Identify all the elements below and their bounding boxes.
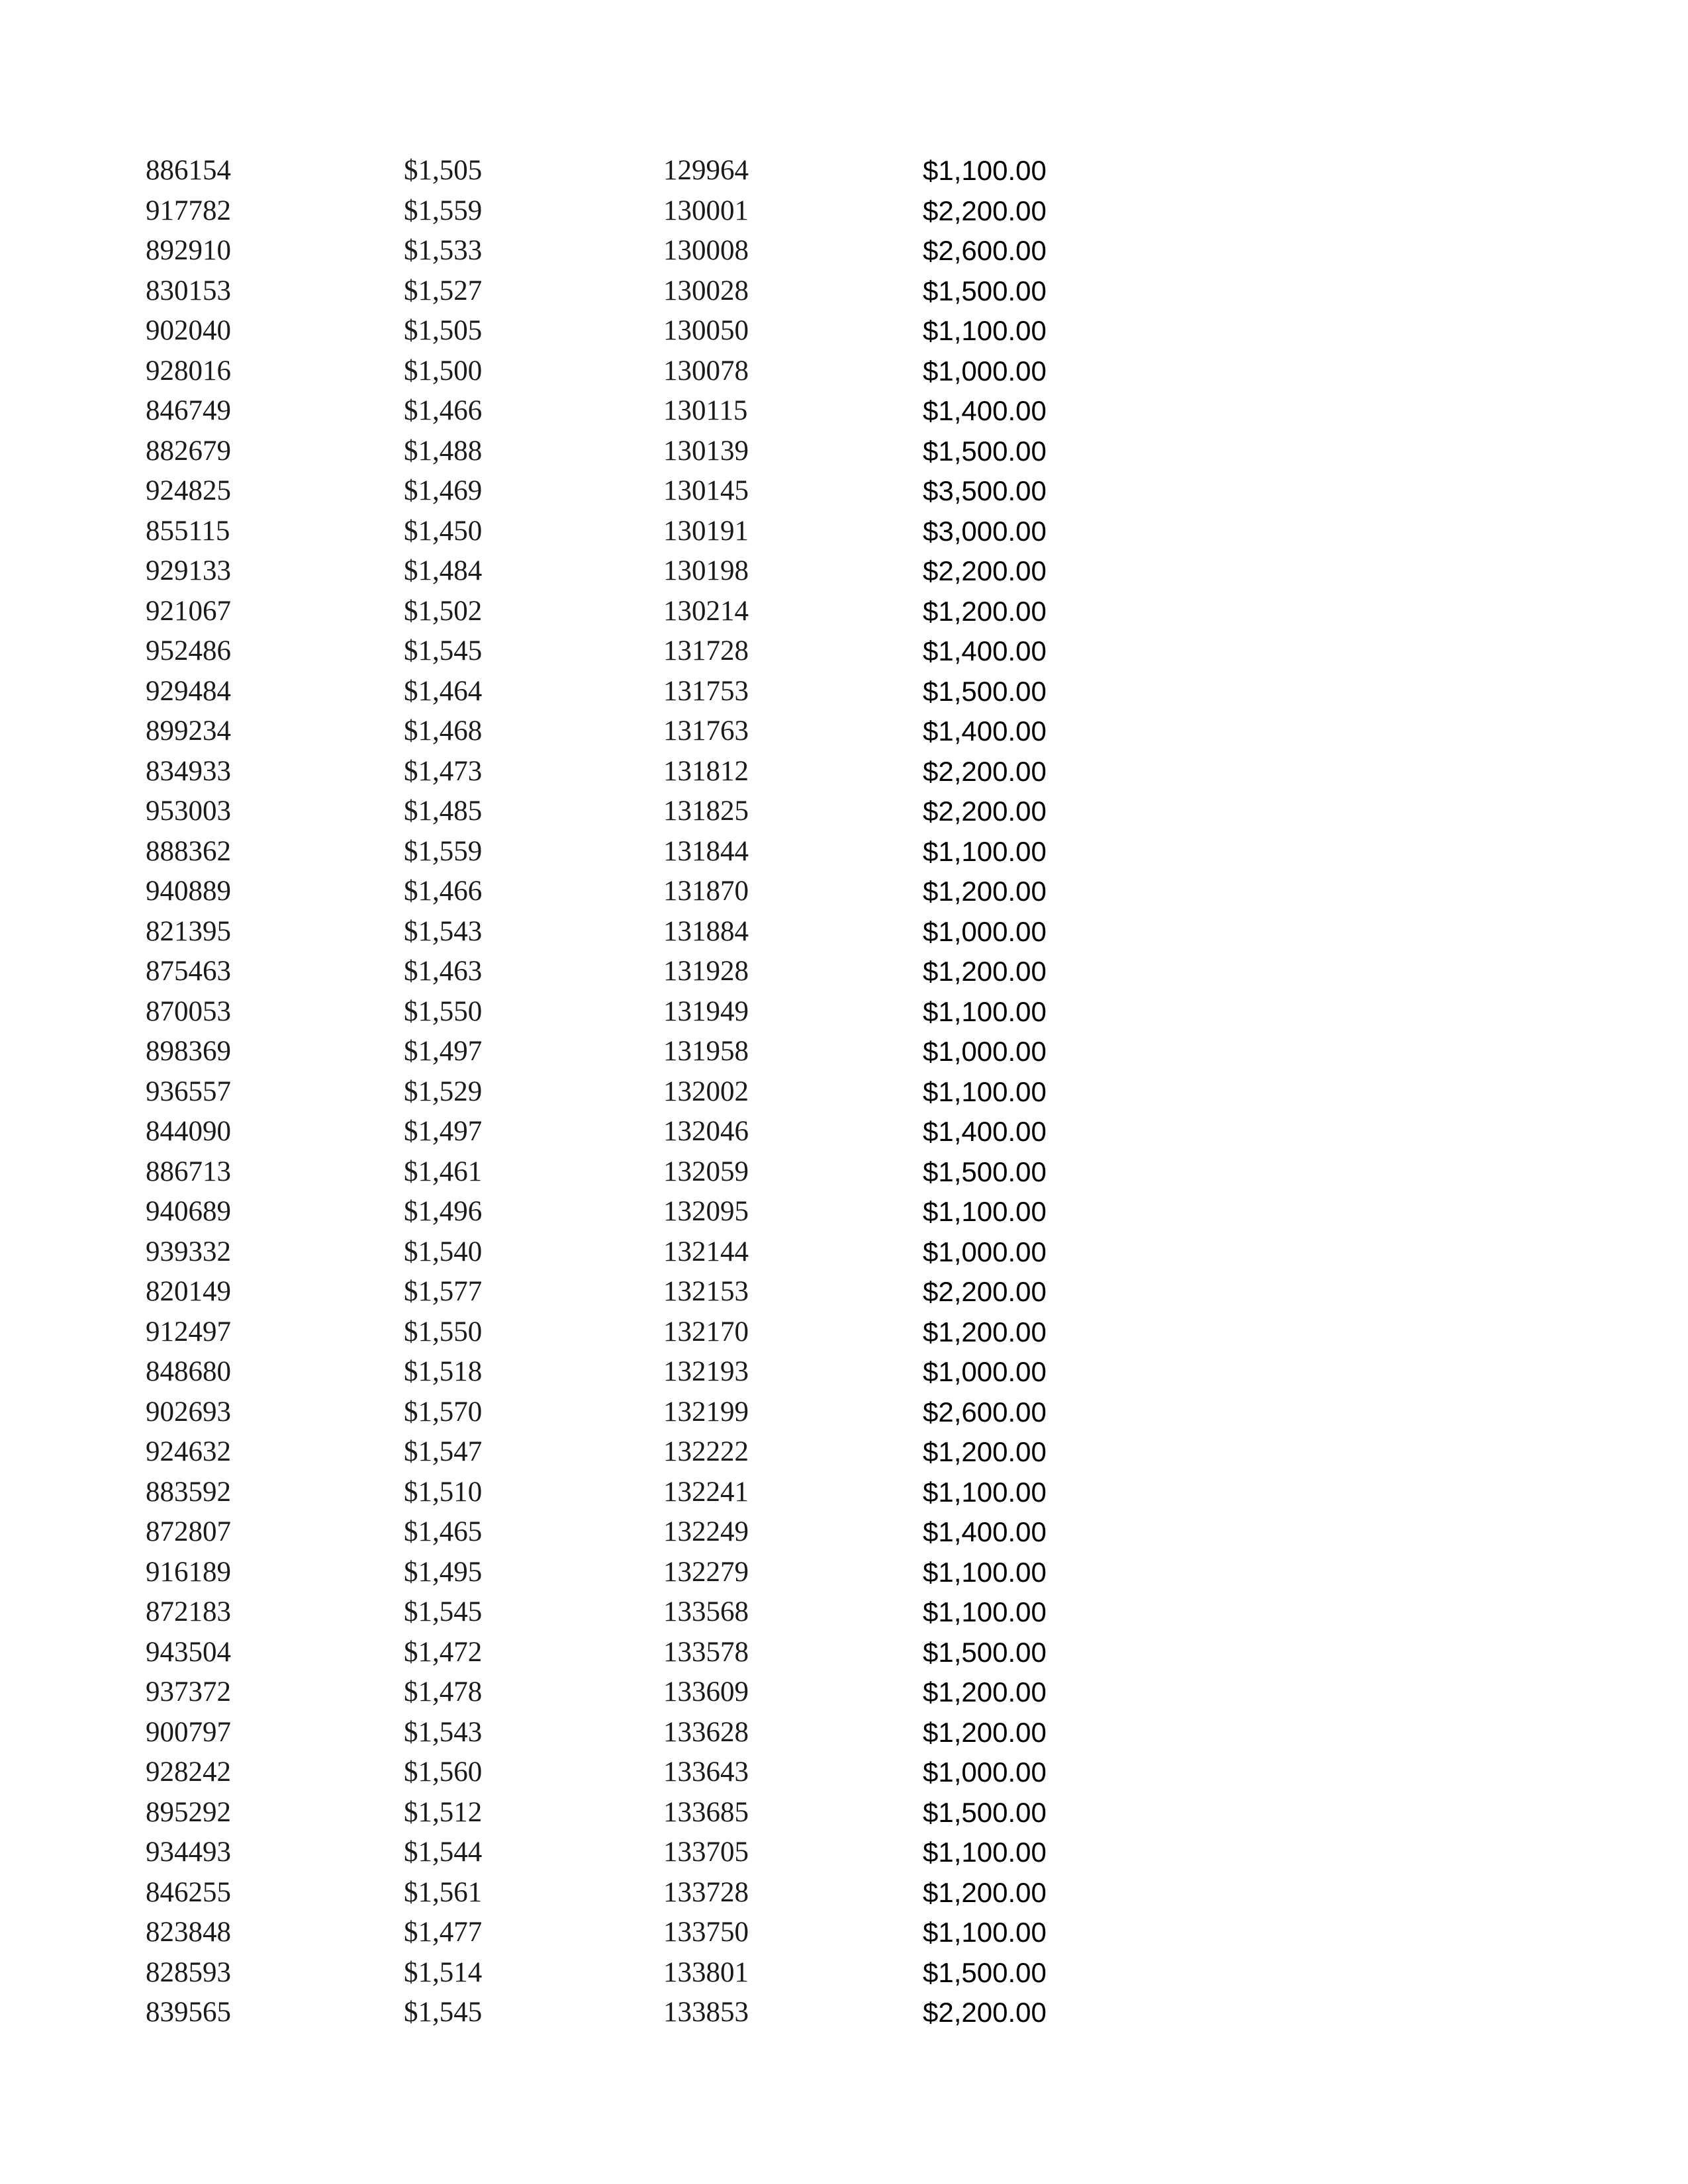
code-cell: 132193 [663, 1356, 749, 1387]
code-cell: 132249 [663, 1516, 749, 1547]
amount-cell: $1,510 [404, 1476, 483, 1508]
table-row [146, 1192, 1072, 1232]
amount-cell: $1,497 [404, 1116, 483, 1147]
id-cell: 921067 [146, 595, 231, 627]
code-cell: 132279 [663, 1556, 749, 1588]
table-row [146, 231, 1072, 271]
amount-cell: $1,484 [404, 555, 483, 586]
payment-cell: $2,200.00 [923, 1997, 1047, 2028]
code-cell: 131844 [663, 835, 749, 867]
table-row [146, 1032, 1072, 1072]
table-row [146, 1152, 1072, 1193]
table-row [146, 512, 1072, 552]
id-cell: 855115 [146, 515, 230, 547]
table-row [146, 1633, 1072, 1673]
amount-cell: $1,466 [404, 395, 483, 426]
payment-cell: $1,100.00 [923, 1917, 1047, 1948]
amount-cell: $1,570 [404, 1396, 483, 1428]
id-cell: 924632 [146, 1436, 231, 1467]
amount-cell: $1,478 [404, 1676, 483, 1707]
code-cell: 130145 [663, 475, 749, 506]
payment-cell: $1,000.00 [923, 355, 1047, 387]
table-row [146, 912, 1072, 952]
amount-cell: $1,450 [404, 515, 483, 547]
table-row [146, 792, 1072, 832]
code-cell: 131949 [663, 995, 749, 1027]
payment-cell: $2,200.00 [923, 1276, 1047, 1307]
payment-cell: $1,000.00 [923, 1236, 1047, 1267]
id-cell: 844090 [146, 1116, 231, 1147]
code-cell: 133578 [663, 1636, 749, 1668]
payment-cell: $1,200.00 [923, 1716, 1047, 1748]
table-row [146, 1672, 1072, 1713]
id-cell: 846749 [146, 395, 231, 426]
payment-cell: $1,500.00 [923, 275, 1047, 306]
payment-cell: $1,100.00 [923, 1476, 1047, 1508]
table-row [146, 1272, 1072, 1312]
id-cell: 895292 [146, 1796, 231, 1828]
payment-cell: $1,200.00 [923, 1876, 1047, 1908]
id-cell: 934493 [146, 1837, 231, 1868]
code-cell: 132153 [663, 1276, 749, 1307]
payment-cell: $1,100.00 [923, 315, 1047, 346]
id-cell: 834933 [146, 755, 231, 787]
payment-cell: $2,600.00 [923, 235, 1047, 266]
code-cell: 130198 [663, 555, 749, 586]
amount-cell: $1,543 [404, 915, 483, 947]
amount-cell: $1,500 [404, 355, 483, 387]
id-cell: 846255 [146, 1876, 231, 1908]
amount-cell: $1,469 [404, 475, 483, 506]
code-cell: 130139 [663, 435, 749, 467]
payment-cell: $1,500.00 [923, 1636, 1047, 1668]
table-row [146, 1953, 1072, 1993]
code-cell: 132046 [663, 1116, 749, 1147]
code-cell: 133609 [663, 1676, 749, 1707]
payment-cell: $1,000.00 [923, 1756, 1047, 1788]
table-row [146, 1993, 1072, 2033]
amount-cell: $1,502 [404, 595, 483, 627]
table-row [146, 952, 1072, 992]
code-cell: 132144 [663, 1236, 749, 1267]
id-cell: 872807 [146, 1516, 231, 1547]
payment-cell: $1,000.00 [923, 1036, 1047, 1067]
code-cell: 133568 [663, 1596, 749, 1627]
amount-cell: $1,488 [404, 435, 483, 467]
payment-cell: $1,400.00 [923, 395, 1047, 426]
payment-cell: $1,400.00 [923, 635, 1047, 666]
code-cell: 132170 [663, 1316, 749, 1347]
code-cell: 131958 [663, 1036, 749, 1067]
payment-cell: $1,100.00 [923, 1837, 1047, 1868]
code-cell: 131870 [663, 876, 749, 907]
id-cell: 830153 [146, 275, 231, 306]
code-cell: 132222 [663, 1436, 749, 1467]
amount-cell: $1,559 [404, 835, 483, 867]
id-cell: 823848 [146, 1917, 231, 1948]
id-cell: 888362 [146, 835, 231, 867]
code-cell: 133853 [663, 1997, 749, 2028]
id-cell: 924825 [146, 475, 231, 506]
amount-cell: $1,545 [404, 1596, 483, 1627]
code-cell: 131825 [663, 796, 749, 827]
table-row [146, 1352, 1072, 1392]
id-cell: 928016 [146, 355, 231, 387]
table-row [146, 1553, 1072, 1593]
table-row [146, 1072, 1072, 1113]
payment-cell: $1,200.00 [923, 876, 1047, 907]
id-cell: 875463 [146, 956, 231, 987]
amount-cell: $1,496 [404, 1196, 483, 1227]
payment-cell: $1,200.00 [923, 1676, 1047, 1707]
payment-cell: $1,400.00 [923, 715, 1047, 747]
amount-cell: $1,463 [404, 956, 483, 987]
id-cell: 936557 [146, 1075, 231, 1107]
code-cell: 133643 [663, 1756, 749, 1788]
id-cell: 916189 [146, 1556, 231, 1588]
code-cell: 130191 [663, 515, 749, 547]
table-row [146, 471, 1072, 512]
table-row [146, 1713, 1072, 1753]
code-cell: 133801 [663, 1956, 749, 1988]
amount-cell: $1,561 [404, 1876, 483, 1908]
id-cell: 953003 [146, 796, 231, 827]
amount-cell: $1,468 [404, 715, 483, 747]
payment-cell: $1,100.00 [923, 835, 1047, 867]
amount-cell: $1,505 [404, 315, 483, 346]
payment-cell: $2,200.00 [923, 195, 1047, 226]
id-cell: 940689 [146, 1196, 231, 1227]
payment-cell: $1,500.00 [923, 1956, 1047, 1988]
code-cell: 130050 [663, 315, 749, 346]
table-row [146, 271, 1072, 312]
amount-cell: $1,505 [404, 155, 483, 186]
table-row [146, 832, 1072, 872]
id-cell: 848680 [146, 1356, 231, 1387]
code-cell: 133705 [663, 1837, 749, 1868]
amount-cell: $1,545 [404, 635, 483, 666]
amount-cell: $1,545 [404, 1997, 483, 2028]
amount-cell: $1,533 [404, 235, 483, 266]
code-cell: 130078 [663, 355, 749, 387]
id-cell: 872183 [146, 1596, 231, 1627]
amount-cell: $1,465 [404, 1516, 483, 1547]
payment-cell: $1,000.00 [923, 915, 1047, 947]
table-row [146, 311, 1072, 351]
payment-cell: $1,500.00 [923, 1796, 1047, 1828]
table-row [146, 1112, 1072, 1152]
code-cell: 130008 [663, 235, 749, 266]
id-cell: 821395 [146, 915, 231, 947]
amount-cell: $1,550 [404, 1316, 483, 1347]
table-row [146, 1873, 1072, 1913]
code-cell: 131884 [663, 915, 749, 947]
table-row [146, 1833, 1072, 1873]
payment-cell: $1,400.00 [923, 1516, 1047, 1547]
payment-cell: $1,500.00 [923, 435, 1047, 467]
payment-cell: $1,500.00 [923, 675, 1047, 707]
code-cell: 132241 [663, 1476, 749, 1508]
payment-cell: $1,400.00 [923, 1116, 1047, 1147]
table-row [146, 1793, 1072, 1833]
table-row [146, 711, 1072, 752]
payment-cell: $3,000.00 [923, 515, 1047, 547]
amount-cell: $1,472 [404, 1636, 483, 1668]
amount-cell: $1,466 [404, 876, 483, 907]
amount-cell: $1,540 [404, 1236, 483, 1267]
amount-cell: $1,518 [404, 1356, 483, 1387]
table-row [146, 872, 1072, 912]
code-cell: 131753 [663, 675, 749, 707]
payment-cell: $1,100.00 [923, 1075, 1047, 1107]
table-row [146, 752, 1072, 792]
id-cell: 870053 [146, 995, 231, 1027]
id-cell: 898369 [146, 1036, 231, 1067]
id-cell: 929133 [146, 555, 231, 586]
data-table [146, 151, 1072, 2033]
payment-cell: $3,500.00 [923, 475, 1047, 506]
code-cell: 132002 [663, 1075, 749, 1107]
id-cell: 937372 [146, 1676, 231, 1707]
code-cell: 133685 [663, 1796, 749, 1828]
table-row [146, 1392, 1072, 1433]
amount-cell: $1,550 [404, 995, 483, 1027]
table-row [146, 151, 1072, 191]
amount-cell: $1,543 [404, 1716, 483, 1748]
payment-cell: $1,200.00 [923, 1436, 1047, 1467]
amount-cell: $1,527 [404, 275, 483, 306]
id-cell: 929484 [146, 675, 231, 707]
table-row [146, 631, 1072, 672]
amount-cell: $1,461 [404, 1156, 483, 1187]
amount-cell: $1,529 [404, 1075, 483, 1107]
payment-cell: $1,100.00 [923, 1596, 1047, 1627]
code-cell: 129964 [663, 155, 749, 186]
id-cell: 939332 [146, 1236, 231, 1267]
table-row [146, 992, 1072, 1032]
code-cell: 131728 [663, 635, 749, 666]
table-row [146, 191, 1072, 232]
payment-cell: $1,200.00 [923, 1316, 1047, 1347]
amount-cell: $1,577 [404, 1276, 483, 1307]
amount-cell: $1,559 [404, 195, 483, 226]
code-cell: 132199 [663, 1396, 749, 1428]
code-cell: 130001 [663, 195, 749, 226]
table-row [146, 432, 1072, 472]
id-cell: 940889 [146, 876, 231, 907]
payment-cell: $2,200.00 [923, 796, 1047, 827]
id-cell: 928242 [146, 1756, 231, 1788]
table-row [146, 672, 1072, 712]
table-row [146, 592, 1072, 632]
amount-cell: $1,477 [404, 1917, 483, 1948]
id-cell: 902693 [146, 1396, 231, 1428]
code-cell: 130028 [663, 275, 749, 306]
id-cell: 892910 [146, 235, 231, 266]
table-row [146, 1512, 1072, 1553]
code-cell: 133728 [663, 1876, 749, 1908]
code-cell: 131763 [663, 715, 749, 747]
code-cell: 131928 [663, 956, 749, 987]
table-row [146, 1232, 1072, 1273]
table-row [146, 1432, 1072, 1473]
payment-cell: $1,200.00 [923, 956, 1047, 987]
table-row [146, 1312, 1072, 1353]
id-cell: 952486 [146, 635, 231, 666]
id-cell: 899234 [146, 715, 231, 747]
payment-cell: $1,100.00 [923, 995, 1047, 1027]
code-cell: 130115 [663, 395, 748, 426]
code-cell: 132095 [663, 1196, 749, 1227]
id-cell: 917782 [146, 195, 231, 226]
amount-cell: $1,544 [404, 1837, 483, 1868]
payment-cell: $1,200.00 [923, 595, 1047, 627]
payment-cell: $1,100.00 [923, 1556, 1047, 1588]
amount-cell: $1,497 [404, 1036, 483, 1067]
id-cell: 943504 [146, 1636, 231, 1668]
amount-cell: $1,512 [404, 1796, 483, 1828]
id-cell: 886154 [146, 155, 231, 186]
table-row [146, 1752, 1072, 1793]
table-row [146, 391, 1072, 432]
id-cell: 882679 [146, 435, 231, 467]
code-cell: 133750 [663, 1917, 749, 1948]
id-cell: 820149 [146, 1276, 231, 1307]
id-cell: 902040 [146, 315, 231, 346]
amount-cell: $1,464 [404, 675, 483, 707]
payment-cell: $2,200.00 [923, 755, 1047, 787]
payment-cell: $1,100.00 [923, 155, 1047, 186]
table-row [146, 1913, 1072, 1953]
payment-cell: $2,600.00 [923, 1396, 1047, 1428]
table-row [146, 351, 1072, 392]
code-cell: 133628 [663, 1716, 749, 1748]
payment-cell: $1,500.00 [923, 1156, 1047, 1187]
table-row [146, 551, 1072, 592]
code-cell: 131812 [663, 755, 749, 787]
id-cell: 883592 [146, 1476, 231, 1508]
id-cell: 839565 [146, 1997, 231, 2028]
id-cell: 912497 [146, 1316, 231, 1347]
payment-cell: $1,100.00 [923, 1196, 1047, 1227]
table-row [146, 1592, 1072, 1633]
amount-cell: $1,485 [404, 796, 483, 827]
amount-cell: $1,514 [404, 1956, 483, 1988]
id-cell: 886713 [146, 1156, 231, 1187]
code-cell: 132059 [663, 1156, 749, 1187]
id-cell: 900797 [146, 1716, 231, 1748]
table-row [146, 1473, 1072, 1513]
amount-cell: $1,560 [404, 1756, 483, 1788]
payment-cell: $1,000.00 [923, 1356, 1047, 1387]
amount-cell: $1,473 [404, 755, 483, 787]
id-cell: 828593 [146, 1956, 231, 1988]
payment-cell: $2,200.00 [923, 555, 1047, 586]
amount-cell: $1,547 [404, 1436, 483, 1467]
code-cell: 130214 [663, 595, 749, 627]
amount-cell: $1,495 [404, 1556, 483, 1588]
